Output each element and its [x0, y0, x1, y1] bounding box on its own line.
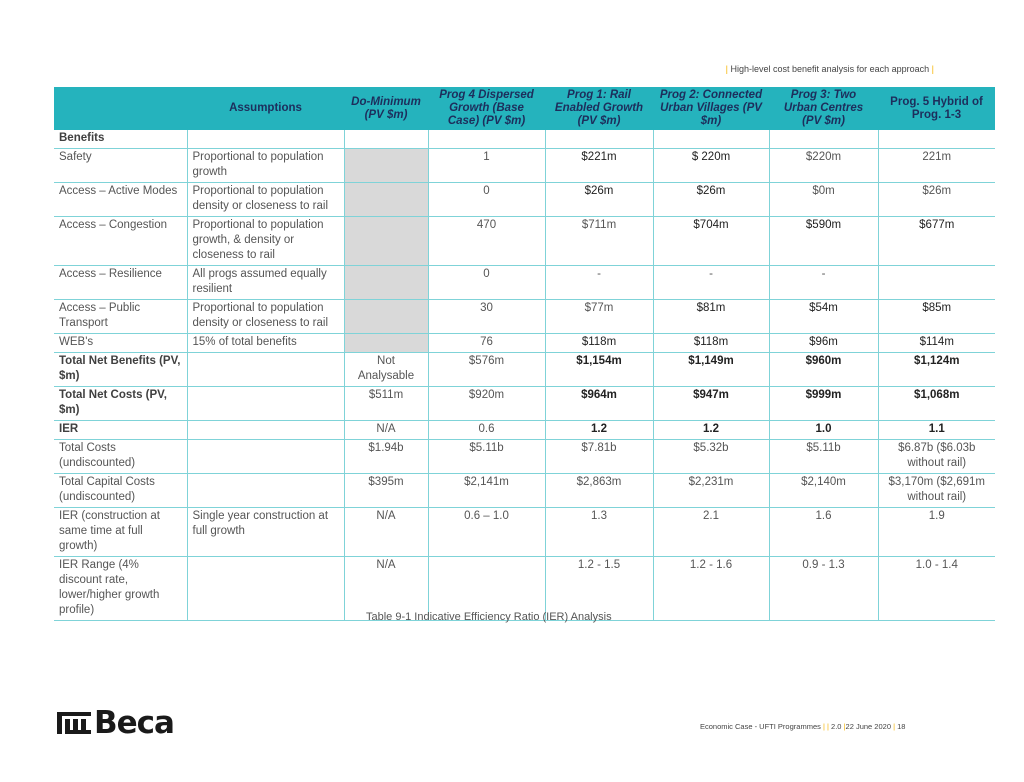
table-cell: $964m — [545, 387, 653, 421]
table-cell: - — [545, 266, 653, 300]
footer-doc: Economic Case - UFTI Programmes — [700, 722, 821, 731]
table-cell: Not Analysable — [344, 353, 428, 387]
table-cell: $77m — [545, 300, 653, 334]
row-label: IER (construction at same time at full growth) — [54, 508, 187, 557]
table-row — [54, 183, 995, 217]
row-label: Safety — [54, 149, 187, 183]
table-caption: Table 9-1 Indicative Efficiency Ratio (IER) Analysis — [366, 611, 612, 623]
footer-date: 22 June 2020 — [845, 722, 891, 731]
table-cell — [344, 217, 428, 266]
header-cell-prog4: Prog 4 Dispersed Growth (Base Case) (PV $m) — [428, 87, 545, 130]
table-cell: $221m — [545, 149, 653, 183]
table-cell: 0 — [428, 266, 545, 300]
table-cell — [653, 130, 769, 149]
table-cell: 1.2 — [653, 421, 769, 440]
table-cell — [187, 130, 344, 149]
table-cell: $220m — [769, 149, 878, 183]
table-cell: $1,149m — [653, 353, 769, 387]
table-cell — [344, 149, 428, 183]
table-cell: 1.2 — [545, 421, 653, 440]
table-cell: $704m — [653, 217, 769, 266]
table-cell: $118m — [545, 334, 653, 353]
table-cell: $6.87b ($6.03b without rail) — [878, 440, 995, 474]
assumption-cell: Proportional to population growth — [187, 149, 344, 183]
table-row — [54, 217, 995, 266]
table-cell: $677m — [878, 217, 995, 266]
logo-wordmark: Beca — [94, 705, 174, 741]
row-label: Access – Public Transport — [54, 300, 187, 334]
table-cell: $26m — [653, 183, 769, 217]
row-label: Access – Congestion — [54, 217, 187, 266]
footer-page-number: 18 — [897, 722, 906, 731]
footer-version: 2.0 — [831, 722, 842, 731]
table-cell — [187, 421, 344, 440]
table-cell: $26m — [545, 183, 653, 217]
table-cell: N/A — [344, 508, 428, 557]
table-cell — [187, 353, 344, 387]
table-cell — [187, 387, 344, 421]
table-cell: $85m — [878, 300, 995, 334]
table-row — [54, 508, 995, 557]
table-cell: $2,863m — [545, 474, 653, 508]
table-row — [54, 440, 995, 474]
assumption-cell: 15% of total benefits — [187, 334, 344, 353]
table-cell — [344, 266, 428, 300]
page-footer: Economic Case - UFTI Programmes | | 2.0 |22 June 2020 | 18 — [700, 722, 906, 731]
table-cell: 1.3 — [545, 508, 653, 557]
table-row — [54, 300, 995, 334]
table-cell: N/A — [344, 421, 428, 440]
table-cell — [344, 183, 428, 217]
table-cell: 470 — [428, 217, 545, 266]
table-cell — [187, 440, 344, 474]
row-label: Benefits — [54, 130, 187, 149]
table-cell: $590m — [769, 217, 878, 266]
ier-analysis-table — [54, 87, 995, 621]
table-cell: 1.6 — [769, 508, 878, 557]
header-note: | High-level cost benefit analysis for each approach | — [725, 64, 934, 74]
beca-logo — [57, 705, 174, 741]
table-row — [54, 149, 995, 183]
table-cell — [878, 130, 995, 149]
table-row — [54, 130, 995, 149]
table-cell — [878, 266, 995, 300]
table-cell: - — [653, 266, 769, 300]
header-cell-prog5: Prog. 5 Hybrid of Prog. 1-3 — [878, 87, 995, 130]
table-cell: $7.81b — [545, 440, 653, 474]
table-cell: N/A — [344, 557, 428, 621]
table-cell — [545, 130, 653, 149]
table-cell: 1.0 - 1.4 — [878, 557, 995, 621]
table-cell: $960m — [769, 353, 878, 387]
row-label: WEB's — [54, 334, 187, 353]
header-note-text: High-level cost benefit analysis for each approach — [730, 64, 930, 74]
table-cell: $5.11b — [769, 440, 878, 474]
table-cell: $114m — [878, 334, 995, 353]
header-cell-prog2: Prog 2: Connected Urban Villages (PV $m) — [653, 87, 769, 130]
table-cell: 1.0 — [769, 421, 878, 440]
row-label: Total Net Benefits (PV, $m) — [54, 353, 187, 387]
table-cell — [344, 300, 428, 334]
table-cell: 1.9 — [878, 508, 995, 557]
table-cell: 30 — [428, 300, 545, 334]
table-row — [54, 387, 995, 421]
assumption-cell: Proportional to population growth, & density or closeness to rail — [187, 217, 344, 266]
table-cell: $3,170m ($2,691m without rail) — [878, 474, 995, 508]
table-cell: - — [769, 266, 878, 300]
table-cell: 0 — [428, 183, 545, 217]
table-cell: $54m — [769, 300, 878, 334]
table-cell: $5.32b — [653, 440, 769, 474]
beca-logo-icon — [57, 710, 91, 736]
table-cell: $576m — [428, 353, 545, 387]
table-cell: $1,124m — [878, 353, 995, 387]
table-cell: 1.2 - 1.6 — [653, 557, 769, 621]
table-cell: 76 — [428, 334, 545, 353]
table-cell — [187, 474, 344, 508]
table-cell: $511m — [344, 387, 428, 421]
row-label: Total Capital Costs (undiscounted) — [54, 474, 187, 508]
table-cell: 2.1 — [653, 508, 769, 557]
assumption-cell: Proportional to population density or closeness to rail — [187, 183, 344, 217]
table-cell: $947m — [653, 387, 769, 421]
header-cell-do-minimum: Do-Minimum (PV $m) — [344, 87, 428, 130]
table-row — [54, 334, 995, 353]
table-cell — [344, 130, 428, 149]
table-cell: $81m — [653, 300, 769, 334]
assumption-cell: Single year construction at full growth — [187, 508, 344, 557]
table-cell — [344, 334, 428, 353]
table-cell: 0.9 - 1.3 — [769, 557, 878, 621]
table-cell: $1,068m — [878, 387, 995, 421]
row-label: Access – Resilience — [54, 266, 187, 300]
table-cell: $1,154m — [545, 353, 653, 387]
table-cell: $999m — [769, 387, 878, 421]
table-row — [54, 266, 995, 300]
row-label: Access – Active Modes — [54, 183, 187, 217]
table-cell: $711m — [545, 217, 653, 266]
header-cell-prog1: Prog 1: Rail Enabled Growth (PV $m) — [545, 87, 653, 130]
table-cell: 1.1 — [878, 421, 995, 440]
table-cell: $26m — [878, 183, 995, 217]
table-row — [54, 353, 995, 387]
header-cell-prog3: Prog 3: Two Urban Centres (PV $m) — [769, 87, 878, 130]
row-label: IER — [54, 421, 187, 440]
row-label: Total Costs (undiscounted) — [54, 440, 187, 474]
header-cell-blank — [54, 87, 187, 130]
table-cell: $920m — [428, 387, 545, 421]
table-cell: $2,231m — [653, 474, 769, 508]
table-cell — [769, 130, 878, 149]
table-cell: $5.11b — [428, 440, 545, 474]
header-cell-assumptions: Assumptions — [187, 87, 344, 130]
table-cell: $2,141m — [428, 474, 545, 508]
table-cell: $395m — [344, 474, 428, 508]
table-cell: 1.2 - 1.5 — [545, 557, 653, 621]
row-label: Total Net Costs (PV, $m) — [54, 387, 187, 421]
table-cell: $2,140m — [769, 474, 878, 508]
row-label: IER Range (4% discount rate, lower/higher growth profile) — [54, 557, 187, 621]
assumption-cell: All progs assumed equally resilient — [187, 266, 344, 300]
table-cell: $0m — [769, 183, 878, 217]
table-cell: 221m — [878, 149, 995, 183]
table-cell — [428, 130, 545, 149]
table-cell: $96m — [769, 334, 878, 353]
assumption-cell: Proportional to population density or closeness to rail — [187, 300, 344, 334]
table-cell: $118m — [653, 334, 769, 353]
table-cell — [187, 557, 344, 621]
table-row — [54, 421, 995, 440]
table-cell: $1.94b — [344, 440, 428, 474]
table-cell: 1 — [428, 149, 545, 183]
table-cell: 0.6 — [428, 421, 545, 440]
table-row — [54, 474, 995, 508]
table-cell: $ 220m — [653, 149, 769, 183]
table-cell: 0.6 – 1.0 — [428, 508, 545, 557]
table-header-row — [54, 87, 995, 130]
